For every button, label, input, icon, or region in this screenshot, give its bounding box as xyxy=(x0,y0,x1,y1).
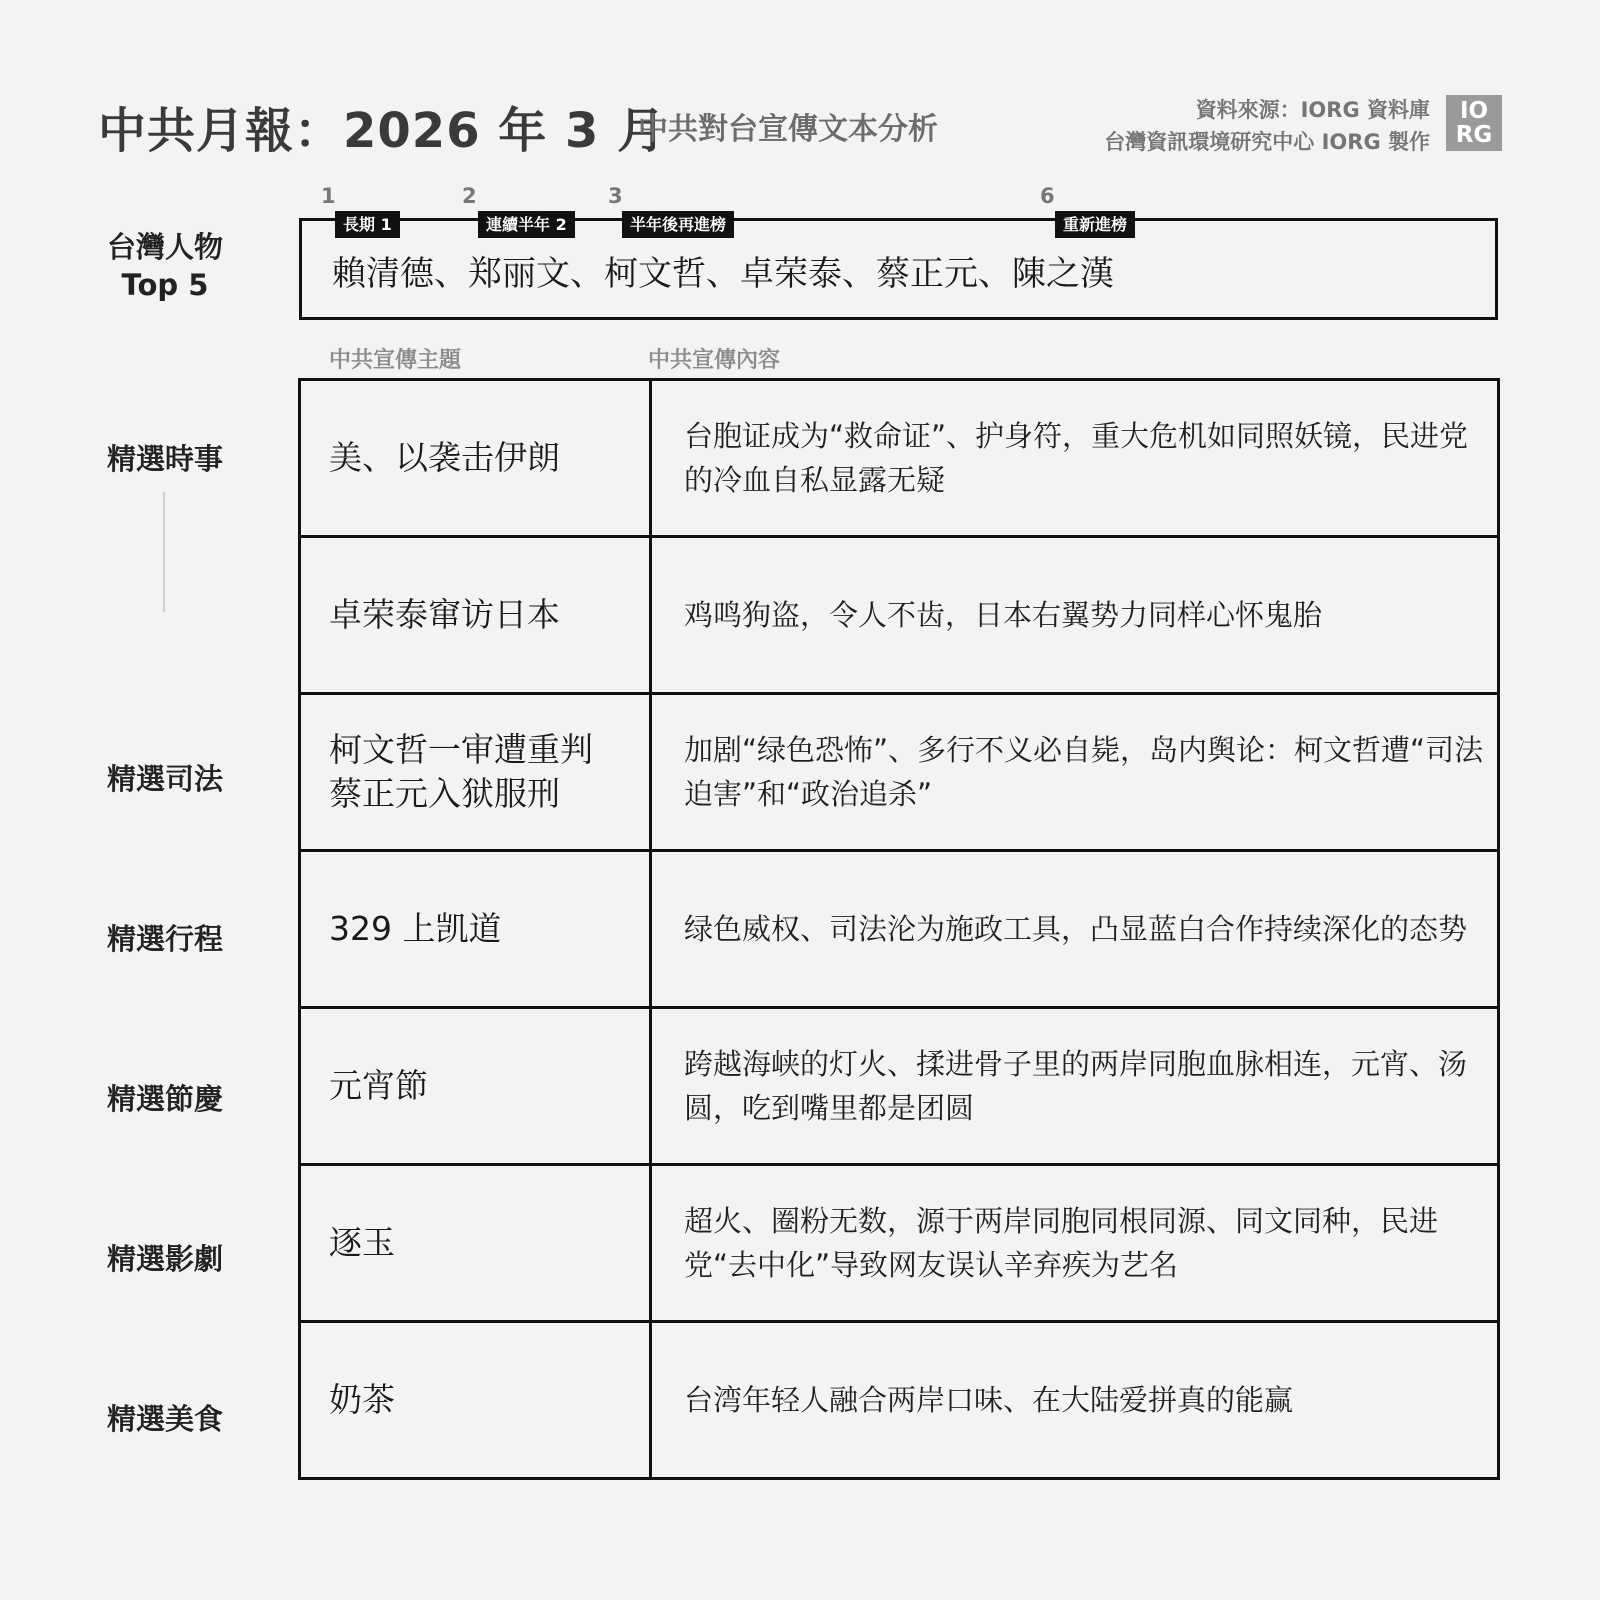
section-label: 精選美食 xyxy=(106,1402,223,1436)
rank-number: 2 xyxy=(462,184,477,208)
people-names: 賴清德、郑丽文、柯文哲、卓荣泰、蔡正元、陳之漢 xyxy=(332,254,1114,294)
section-connector xyxy=(163,492,165,612)
theme-cell: 329 上凯道 xyxy=(300,851,651,1008)
theme-column-header: 中共宣傳主題 xyxy=(329,348,462,373)
rank-number: 3 xyxy=(608,184,623,208)
logo-top-text: IO xyxy=(1459,98,1489,124)
content-cell: 鸡鸣狗盗，令人不齿，日本右翼势力同样心怀鬼胎 xyxy=(651,537,1499,694)
section-label: 精選節慶 xyxy=(106,1082,223,1116)
rank-number: 6 xyxy=(1040,184,1055,208)
content-cell: 加剧“绿色恐怖”、多行不义必自毙，岛内舆论：柯文哲遭“司法迫害”和“政治追杀” xyxy=(651,694,1499,851)
content-cell: 绿色威权、司法沦为施政工具，凸显蓝白合作持续深化的态势 xyxy=(651,851,1499,1008)
table-row xyxy=(300,1322,1499,1479)
table-row xyxy=(300,694,1499,851)
content-cell: 跨越海峡的灯火、揉进骨子里的两岸同胞血脉相连，元宵、汤圆，吃到嘴里都是团圆 xyxy=(651,1008,1499,1165)
rank-tag: 重新進榜 xyxy=(1055,211,1135,238)
people-label-line2: Top 5 xyxy=(121,268,209,302)
theme-cell: 奶茶 xyxy=(300,1322,651,1479)
section-label: 精選時事 xyxy=(106,442,223,476)
content-cell: 台胞证成为“救命证”、护身符，重大危机如同照妖镜，民进党的冷血自私显露无疑 xyxy=(651,380,1499,537)
propaganda-table xyxy=(298,378,1500,1480)
content-cell: 超火、圈粉无数，源于两岸同胞同根同源、同文同种，民进党“去中化”导致网友误认辛弃疾为艺名 xyxy=(651,1165,1499,1322)
table-row xyxy=(300,851,1499,1008)
people-label-line1: 台灣人物 xyxy=(106,230,223,264)
page-subtitle: 中共對台宣傳文本分析 xyxy=(638,112,938,147)
theme-cell: 美、以袭击伊朗 xyxy=(300,380,651,537)
theme-cell: 卓荣泰窜访日本 xyxy=(300,537,651,694)
content-column-header: 中共宣傳內容 xyxy=(648,348,781,373)
rank-tag: 長期 1 xyxy=(335,211,400,238)
section-label: 精選司法 xyxy=(106,762,223,796)
people-label xyxy=(90,228,240,304)
rank-tag: 連續半年 2 xyxy=(478,211,575,238)
iorg-logo xyxy=(1446,95,1502,151)
table-row xyxy=(300,380,1499,537)
content-cell: 台湾年轻人融合两岸口味、在大陆爱拼真的能赢 xyxy=(651,1322,1499,1479)
theme-cell: 元宵節 xyxy=(300,1008,651,1165)
producer-credit: 台灣資訊環境研究中心 IORG 製作 xyxy=(1104,130,1430,154)
table-row xyxy=(300,1008,1499,1165)
rank-tag: 半年後再進榜 xyxy=(622,211,734,238)
section-label: 精選影劇 xyxy=(106,1242,223,1276)
logo-bottom-text: RG xyxy=(1455,122,1493,148)
section-label: 精選行程 xyxy=(106,922,223,956)
source-credit: 資料來源：IORG 資料庫 xyxy=(1195,98,1430,122)
page-title: 中共月報：2026 年 3 月 xyxy=(98,103,667,159)
theme-cell: 柯文哲一审遭重判 蔡正元入狱服刑 xyxy=(300,694,651,851)
rank-number: 1 xyxy=(321,184,336,208)
table-row xyxy=(300,1165,1499,1322)
theme-cell: 逐玉 xyxy=(300,1165,651,1322)
table-row xyxy=(300,537,1499,694)
